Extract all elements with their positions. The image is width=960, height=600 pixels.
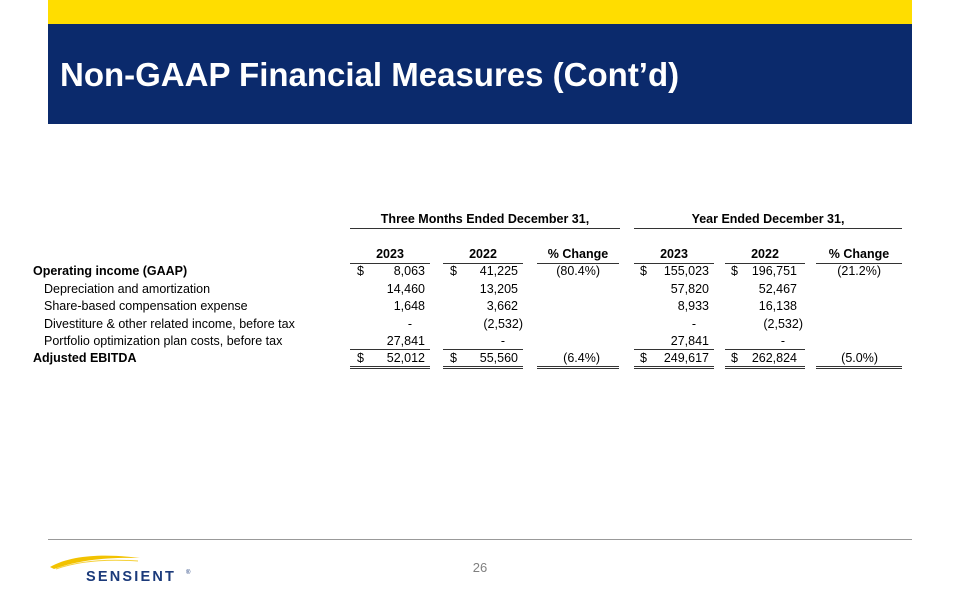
table-cell: 155,023 <box>663 264 709 278</box>
table-cell: 55,560 <box>479 351 518 365</box>
column-header: 2023 <box>376 247 404 261</box>
table-cell: 3,662 <box>486 299 518 313</box>
sensient-logo <box>48 552 198 592</box>
currency-symbol: $ <box>731 264 738 278</box>
total-double-rule <box>725 366 805 369</box>
table-cell: (6.4%) <box>563 351 600 365</box>
currency-symbol: $ <box>450 351 457 365</box>
currency-symbol: $ <box>640 264 647 278</box>
table-cell: (2,532) <box>483 317 523 331</box>
column-header: % Change <box>547 247 609 261</box>
table-cell: 52,467 <box>758 282 797 296</box>
logo-wordmark: SENSIENT <box>86 569 177 585</box>
table-cell: 52,012 <box>386 351 425 365</box>
total-double-rule <box>350 366 430 369</box>
row-label-share-based-comp: Share-based compensation expense <box>44 299 248 313</box>
currency-symbol: $ <box>450 264 457 278</box>
table-cell: 196,751 <box>751 264 797 278</box>
group-header-rule <box>634 228 902 229</box>
table-cell: - <box>780 334 785 348</box>
table-cell: (5.0%) <box>841 351 878 365</box>
row-label-operating-income: Operating income (GAAP) <box>33 264 188 278</box>
table-cell: 27,841 <box>386 334 425 348</box>
table-cell: 27,841 <box>670 334 709 348</box>
table-cell: 13,205 <box>479 282 518 296</box>
table-cell: 57,820 <box>670 282 709 296</box>
row-label-divestiture: Divestiture & other related income, before tax <box>44 317 295 331</box>
table-cell: 8,933 <box>677 299 709 313</box>
table-cell: 249,617 <box>663 351 709 365</box>
row-label-depreciation: Depreciation and amortization <box>44 282 211 296</box>
table-cell: 41,225 <box>479 264 518 278</box>
total-double-rule <box>537 366 619 369</box>
logo-registered-mark: ® <box>186 570 191 576</box>
currency-symbol: $ <box>357 264 364 278</box>
column-header: 2022 <box>469 247 497 261</box>
group-header-rule <box>350 228 620 229</box>
group-header-year: Year Ended December 31, <box>691 212 845 226</box>
table-cell: - <box>407 317 412 331</box>
row-label-portfolio-optimization: Portfolio optimization plan costs, before tax <box>44 334 283 348</box>
currency-symbol: $ <box>640 351 647 365</box>
page-number: 26 <box>472 560 488 575</box>
total-double-rule <box>634 366 714 369</box>
page-title: Non-GAAP Financial Measures (Cont’d) <box>60 56 680 93</box>
group-header-three-months: Three Months Ended December 31, <box>380 212 590 226</box>
table-cell: 1,648 <box>393 299 425 313</box>
footer-divider <box>48 539 912 540</box>
table-cell: 14,460 <box>386 282 425 296</box>
column-header: 2023 <box>660 247 688 261</box>
table-cell: 16,138 <box>758 299 797 313</box>
table-cell: (2,532) <box>763 317 803 331</box>
column-header: % Change <box>828 247 890 261</box>
currency-symbol: $ <box>357 351 364 365</box>
table-cell: 262,824 <box>751 351 797 365</box>
total-double-rule <box>816 366 902 369</box>
table-cell: - <box>691 317 696 331</box>
row-label-adjusted-ebitda: Adjusted EBITDA <box>33 351 137 365</box>
currency-symbol: $ <box>731 351 738 365</box>
column-header: 2022 <box>751 247 779 261</box>
table-cell: 8,063 <box>393 264 425 278</box>
table-cell: (21.2%) <box>837 264 881 278</box>
table-cell: (80.4%) <box>556 264 600 278</box>
total-double-rule <box>443 366 523 369</box>
table-cell: - <box>500 334 505 348</box>
